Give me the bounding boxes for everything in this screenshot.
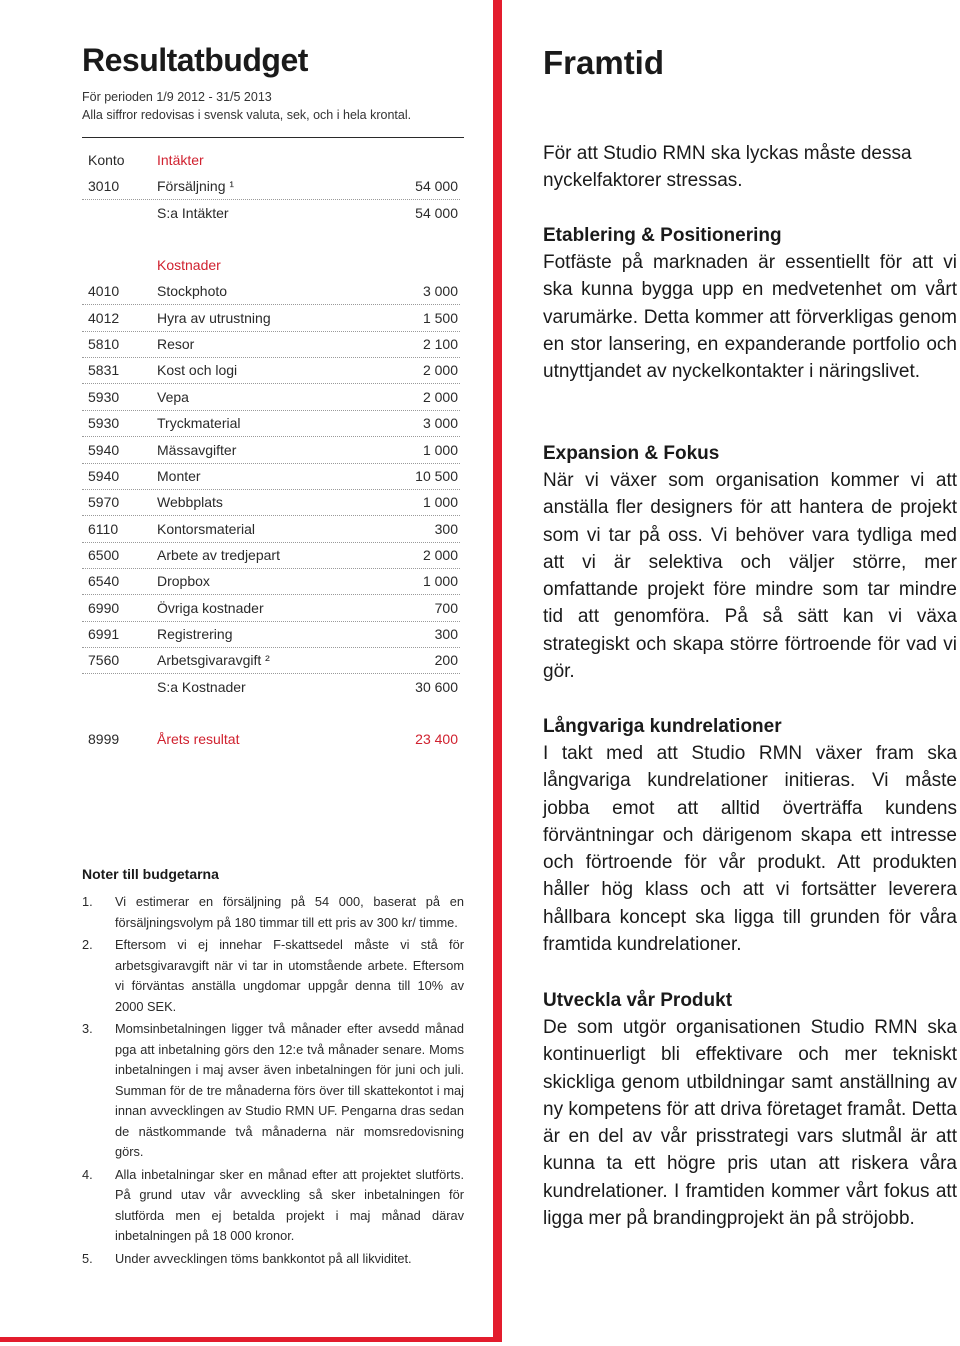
row-amount: 2 000 (422, 362, 458, 378)
row-amount: 10 500 (415, 468, 458, 484)
row-label: Arbete av tredjepart (157, 547, 280, 563)
account-number: 4010 (88, 283, 120, 299)
account-number: 5930 (88, 415, 120, 431)
result-label: Årets resultat (157, 731, 240, 747)
section-heading: Långvariga kundrelationer (543, 716, 782, 737)
table-row (82, 621, 460, 648)
account-number: 5930 (88, 389, 120, 405)
section-body: När vi växer som organisation kommer vi att anställa fler designers för att hantera de projekt som vi tar på oss. Vi behöver vara tydliga med att vi är selektiva och väljer större, mer omfattande projekt före mindre som tar mindre tid att genomföra. På så sätt kan vi växa strategiskt och skapa större förtroende för vad vi gör. (543, 470, 957, 683)
table-row (82, 463, 460, 490)
row-amount: 54 000 (415, 178, 458, 194)
row-label: Mässavgifter (157, 442, 237, 458)
row-label: Webbplats (157, 494, 223, 510)
account-header: Konto (88, 152, 125, 168)
note-number: 4. (82, 1166, 93, 1182)
row-amount: 2 000 (422, 547, 458, 563)
result-row (82, 726, 460, 752)
row-amount: 700 (434, 600, 458, 616)
right-title: Framtid (543, 44, 665, 81)
section-etablering (543, 222, 957, 385)
note-number: 3. (82, 1021, 93, 1036)
table-row (82, 278, 460, 305)
row-label: Hyra av utrustning (157, 310, 271, 326)
currency-note: Alla siffror redovisas i svensk valuta, sek, och i hela krontal. (82, 108, 412, 122)
table-row (82, 542, 460, 569)
note-text: Under avvecklingen töms bankkontot på all likviditet. (115, 1250, 412, 1266)
right-page (511, 0, 960, 1346)
account-number: 5810 (88, 336, 120, 352)
note-item (82, 1019, 464, 1163)
section-body: Fotfäste på marknaden är essentiellt för att vi ska kunna bygga upp en medvetenhet om vårt varumärke. Detta kommer att förverkligas genom en stor lansering, en expanderande portfolio och utnyttjandet av nyckelkontakter i näringslivet. (543, 252, 957, 383)
note-text: Eftersom vi ej innehar F-skattsedel måste vi stå för arbetsgivaravgift när vi tar in utomstående arbete. Eftersom vi förväntas anställa ungdomar uppgår denna till 10% av 2000 SEK. (115, 937, 464, 1014)
account-number: 3010 (88, 178, 120, 194)
note-text: Vi estimerar en försäljning på 54 000, baserat på en försäljningsvolym på 180 timmar till ett pris av 300 kr/ timme. (115, 894, 464, 930)
row-amount: 2 100 (422, 336, 458, 352)
section-heading: Utveckla vår Produkt (543, 990, 733, 1011)
note-text: Alla inbetalningar sker en månad efter att projektet slutförts. På grund utav vår avveckling så sker inbetalningen för slutförda men ej betalda projekt i maj månad därav inbetalningen på 18 000 kronor. (115, 1166, 464, 1243)
row-label: Kost och logi (157, 362, 238, 378)
row-amount: 200 (434, 652, 458, 668)
table-row (82, 357, 460, 384)
row-label: Övriga kostnader (157, 600, 264, 616)
row-amount: 54 000 (415, 205, 458, 221)
section-kundrelationer (543, 713, 957, 958)
notes-heading: Noter till budgetarna (82, 866, 219, 882)
section-heading: Expansion & Fokus (543, 443, 720, 464)
row-label: Försäljning ¹ (157, 178, 235, 194)
costs-total-row (82, 674, 460, 700)
period-text: För perioden 1/9 2012 - 31/5 2013 (82, 90, 272, 104)
row-label: Kontorsmaterial (157, 521, 256, 537)
notes-list (82, 892, 464, 1271)
row-amount: 1 000 (422, 494, 458, 510)
table-row (82, 516, 460, 543)
note-item (82, 1249, 464, 1270)
row-label: S:a Kostnader (157, 679, 246, 695)
row-amount: 30 600 (415, 679, 458, 695)
note-item (82, 1165, 464, 1247)
header-rule (82, 137, 464, 138)
row-label: Registrering (157, 626, 233, 642)
account-number: 6110 (88, 521, 119, 537)
section-produkt (543, 987, 957, 1232)
row-label: Arbetsgivaravgift ² (157, 652, 270, 668)
note-item (82, 892, 464, 933)
row-amount: 3 000 (422, 415, 458, 431)
note-number: 5. (82, 1250, 93, 1266)
row-label: S:a Intäkter (157, 205, 229, 221)
costs-heading: Kostnader (157, 257, 221, 273)
table-row (82, 489, 460, 516)
row-label: Tryckmaterial (157, 415, 241, 431)
account-number: 6540 (88, 573, 120, 589)
table-row (82, 173, 460, 200)
row-amount: 1 000 (422, 442, 458, 458)
account-number: 5940 (88, 468, 120, 484)
account-number: 5970 (88, 494, 120, 510)
note-text: Momsinbetalningen ligger två månader efter avsedd månad pga att inbetalning görs den 12:e två månader senare. Moms inbetalningen i maj avser även inbetalningen för juni och juli. Summan för de tre månaderna förs över till skattekontot i maj innan avvecklingen av Studio RMN UF. Pengarna dras sedan de nästkommande två månaderna när momsredovisning görs. (115, 1021, 464, 1159)
section-body: I takt med att Studio RMN växer fram ska långvariga kundrelationer initieras. Vi måste jobba emot att alltid överträffa kundens förväntningar och därigenom skapa ett intresse och förtroende för vår produkt. Att produkten håller hög klass och att vi fortsätter leverera hållbara koncept ska ligga till grunden för våra framtida kundrelationer. (543, 743, 957, 956)
section-body: De som utgör organisationen Studio RMN ska kontinuerligt bli effektivare och mer tekniskt skickliga genom utbildningar samt anställning av ny kompetens för att driva företaget framåt. Detta är en del av vår prisstrategi vars slutmål är att kunna ta ett högre pris utan att riskera våra kundrelationer. I framtiden kommer vårt fokus att ligga mer på brandingprojekt än på ströjobb. (543, 1017, 957, 1230)
section-heading: Etablering & Positionering (543, 225, 782, 246)
income-total-row (82, 200, 460, 226)
row-amount: 1 500 (422, 310, 458, 326)
income-heading: Intäkter (157, 152, 204, 168)
account-number: 5831 (88, 362, 120, 378)
table-row (82, 331, 460, 358)
account-number: 6990 (88, 600, 120, 616)
row-label: Vepa (157, 389, 189, 405)
row-label: Stockphoto (157, 283, 228, 299)
table-row (82, 384, 460, 411)
row-amount: 3 000 (422, 283, 458, 299)
row-amount: 1 000 (422, 573, 458, 589)
note-item (82, 935, 464, 1017)
row-label: Dropbox (157, 573, 210, 589)
account-number: 7560 (88, 652, 120, 668)
account-number: 5940 (88, 442, 120, 458)
table-row (82, 647, 460, 674)
section-expansion (543, 440, 957, 685)
row-label: Monter (157, 468, 201, 484)
account-number: 6991 (88, 626, 120, 642)
result-amount: 23 400 (415, 731, 458, 747)
table-row (82, 437, 460, 464)
note-number: 2. (82, 937, 93, 952)
row-amount: 2 000 (422, 389, 458, 405)
account-number: 6500 (88, 547, 120, 563)
page-title: Resultatbudget (82, 42, 308, 78)
table-header-row (82, 147, 460, 173)
note-number: 1. (82, 894, 93, 909)
table-row (82, 568, 460, 595)
intro-text: För att Studio RMN ska lyckas måste dessa nyckelfaktorer stressas. (543, 143, 912, 191)
table-row (82, 410, 460, 437)
row-amount: 300 (434, 521, 458, 537)
row-label: Resor (157, 336, 195, 352)
table-row (82, 595, 460, 622)
row-amount: 300 (434, 626, 458, 642)
account-number: 4012 (88, 310, 120, 326)
account-number: 8999 (88, 731, 120, 747)
costs-heading-row (82, 252, 460, 278)
table-row (82, 305, 460, 332)
